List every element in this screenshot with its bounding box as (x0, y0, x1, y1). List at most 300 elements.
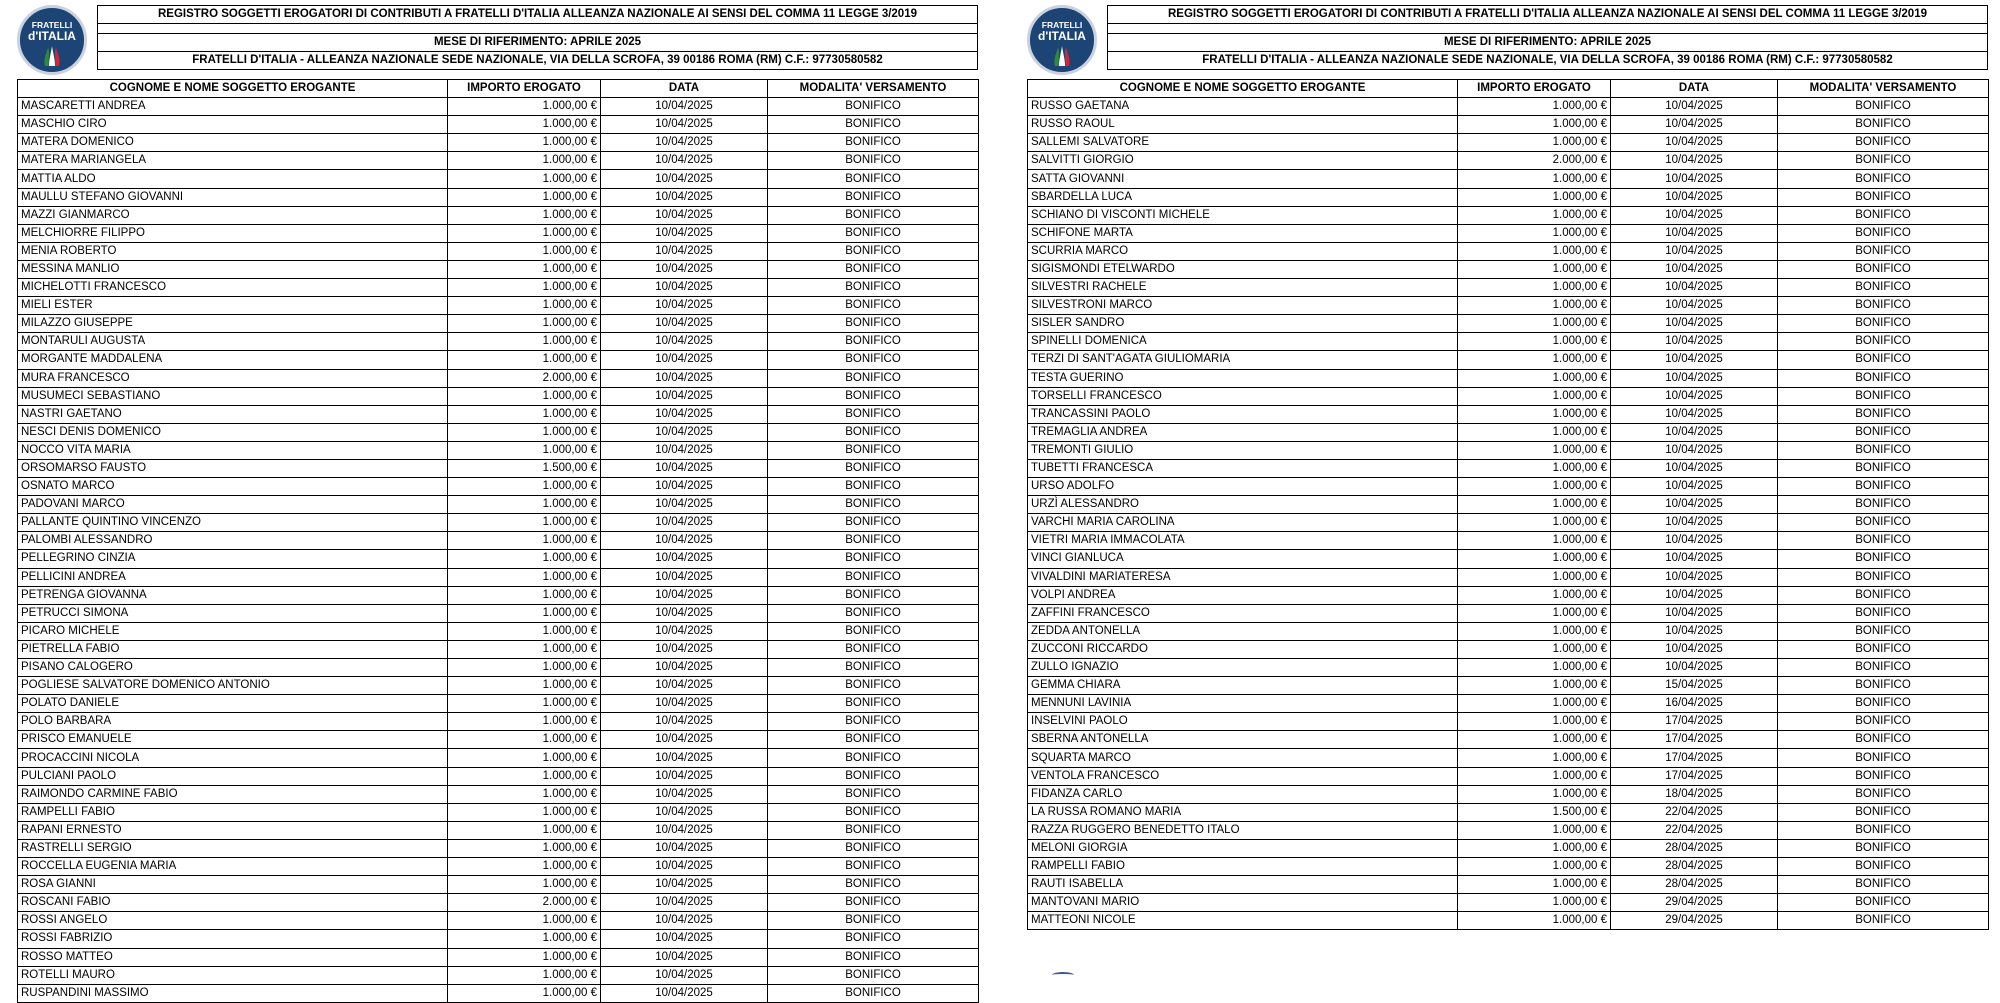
payment-method-cell: BONIFICO (768, 405, 979, 423)
table-row (18, 858, 979, 876)
date-cell: 10/04/2025 (1611, 550, 1778, 568)
donor-name-cell: RAZZA RUGGERO BENEDETTO ITALO (1028, 821, 1458, 839)
table-row (18, 568, 979, 586)
date-cell: 10/04/2025 (601, 116, 768, 134)
table-row (18, 496, 979, 514)
payment-method-cell: BONIFICO (1778, 351, 1989, 369)
donor-name-cell: ROSCANI FABIO (18, 894, 448, 912)
donor-name-cell: VENTOLA FRANCESCO (1028, 767, 1458, 785)
table-row (1028, 242, 1989, 260)
amount-cell: 1.000,00 € (448, 966, 601, 984)
donor-name-cell: SIGISMONDI ETELWARDO (1028, 260, 1458, 278)
donor-name-cell: ROTELLI MAURO (18, 966, 448, 984)
donor-name-cell: VIETRI MARIA IMMACOLATA (1028, 532, 1458, 550)
payment-method-cell: BONIFICO (1778, 405, 1989, 423)
donor-name-cell: SBARDELLA LUCA (1028, 188, 1458, 206)
date-cell: 10/04/2025 (1611, 206, 1778, 224)
payment-method-cell: BONIFICO (1778, 713, 1989, 731)
amount-cell: 1.000,00 € (1458, 640, 1611, 658)
amount-cell: 1.000,00 € (448, 387, 601, 405)
payment-method-cell: BONIFICO (768, 423, 979, 441)
date-cell: 10/04/2025 (601, 242, 768, 260)
payment-method-cell: BONIFICO (1778, 785, 1989, 803)
donor-name-cell: VOLPI ANDREA (1028, 586, 1458, 604)
table-row (1028, 858, 1989, 876)
donors-table-right (1027, 79, 1989, 930)
amount-cell: 1.000,00 € (448, 695, 601, 713)
payment-method-cell: BONIFICO (768, 966, 979, 984)
amount-cell: 1.000,00 € (448, 858, 601, 876)
payment-method-cell: BONIFICO (1778, 423, 1989, 441)
date-cell: 10/04/2025 (601, 351, 768, 369)
donor-name-cell: URZÌ ALESSANDRO (1028, 496, 1458, 514)
donor-name-cell: POGLIESE SALVATORE DOMENICO ANTONIO (18, 677, 448, 695)
table-row (1028, 98, 1989, 116)
amount-cell: 1.000,00 € (448, 713, 601, 731)
header-spacer (1108, 24, 1987, 34)
donor-name-cell: RAUTI ISABELLA (1028, 876, 1458, 894)
date-cell: 10/04/2025 (601, 966, 768, 984)
donor-name-cell: MATTEONI NICOLE (1028, 912, 1458, 930)
payment-method-cell: BONIFICO (768, 894, 979, 912)
flame-icon (40, 44, 64, 66)
amount-cell: 1.000,00 € (448, 677, 601, 695)
table-row (18, 423, 979, 441)
table-row (1028, 695, 1989, 713)
date-cell: 10/04/2025 (1611, 586, 1778, 604)
logo-text-line2: d'ITALIA (1038, 29, 1086, 43)
date-cell: 10/04/2025 (601, 930, 768, 948)
amount-cell: 1.000,00 € (1458, 405, 1611, 423)
table-row (1028, 279, 1989, 297)
table-row (1028, 333, 1989, 351)
donor-name-cell: RAIMONDO CARMINE FABIO (18, 785, 448, 803)
payment-method-cell: BONIFICO (1778, 224, 1989, 242)
payment-method-cell: BONIFICO (768, 224, 979, 242)
donor-name-cell: SILVESTRONI MARCO (1028, 297, 1458, 315)
payment-method-cell: BONIFICO (768, 387, 979, 405)
payment-method-cell: BONIFICO (768, 677, 979, 695)
donor-name-cell: TREMAGLIA ANDREA (1028, 423, 1458, 441)
amount-cell: 1.000,00 € (1458, 98, 1611, 116)
amount-cell: 1.000,00 € (448, 622, 601, 640)
date-cell: 10/04/2025 (1611, 496, 1778, 514)
donor-name-cell: MILAZZO GIUSEPPE (18, 315, 448, 333)
donor-name-cell: MATTIA ALDO (18, 170, 448, 188)
date-cell: 17/04/2025 (1611, 749, 1778, 767)
date-cell: 10/04/2025 (601, 423, 768, 441)
table-row (1028, 478, 1989, 496)
donor-name-cell: NASTRI GAETANO (18, 405, 448, 423)
table-row (1028, 260, 1989, 278)
date-cell: 28/04/2025 (1611, 839, 1778, 857)
date-cell: 10/04/2025 (1611, 333, 1778, 351)
date-cell: 10/04/2025 (601, 152, 768, 170)
date-cell: 10/04/2025 (601, 170, 768, 188)
donor-name-cell: ROSSO MATTEO (18, 948, 448, 966)
table-row (18, 260, 979, 278)
payment-method-cell: BONIFICO (1778, 550, 1989, 568)
amount-cell: 1.000,00 € (448, 785, 601, 803)
date-cell: 10/04/2025 (1611, 242, 1778, 260)
date-cell: 10/04/2025 (1611, 152, 1778, 170)
date-cell: 10/04/2025 (601, 459, 768, 477)
amount-cell: 1.000,00 € (1458, 116, 1611, 134)
donor-name-cell: TESTA GUERINO (1028, 369, 1458, 387)
date-cell: 10/04/2025 (1611, 604, 1778, 622)
table-row (18, 459, 979, 477)
donor-name-cell: RASTRELLI SERGIO (18, 839, 448, 857)
party-logo (1027, 5, 1097, 75)
payment-method-cell: BONIFICO (1778, 532, 1989, 550)
date-cell: 10/04/2025 (1611, 116, 1778, 134)
date-cell: 10/04/2025 (1611, 441, 1778, 459)
donor-name-cell: PICARO MICHELE (18, 622, 448, 640)
donor-name-cell: RUSPANDINI MASSIMO (18, 984, 448, 1002)
donor-name-cell: MAULLU STEFANO GIOVANNI (18, 188, 448, 206)
logo-text-line2: d'ITALIA (28, 29, 76, 43)
payment-method-cell: BONIFICO (768, 713, 979, 731)
date-cell: 10/04/2025 (601, 894, 768, 912)
date-cell: 10/04/2025 (601, 912, 768, 930)
table-row (18, 387, 979, 405)
table-row (1028, 659, 1989, 677)
donor-name-cell: POLATO DANIELE (18, 695, 448, 713)
date-cell: 22/04/2025 (1611, 821, 1778, 839)
donor-name-cell: ZUCCONI RICCARDO (1028, 640, 1458, 658)
payment-method-cell: BONIFICO (1778, 134, 1989, 152)
table-row (18, 767, 979, 785)
payment-method-cell: BONIFICO (768, 496, 979, 514)
date-cell: 10/04/2025 (601, 731, 768, 749)
date-cell: 10/04/2025 (1611, 459, 1778, 477)
amount-cell: 1.000,00 € (448, 912, 601, 930)
date-cell: 22/04/2025 (1611, 803, 1778, 821)
payment-method-cell: BONIFICO (768, 604, 979, 622)
payment-method-cell: BONIFICO (1778, 478, 1989, 496)
column-header-name: COGNOME E NOME SOGGETTO EROGANTE (1028, 80, 1458, 98)
payment-method-cell: BONIFICO (1778, 695, 1989, 713)
table-row (18, 224, 979, 242)
amount-cell: 1.000,00 € (448, 659, 601, 677)
flame-icon (1050, 44, 1074, 66)
amount-cell: 1.000,00 € (1458, 912, 1611, 930)
payment-method-cell: BONIFICO (1778, 496, 1989, 514)
amount-cell: 1.000,00 € (1458, 188, 1611, 206)
amount-cell: 1.000,00 € (1458, 532, 1611, 550)
payment-method-cell: BONIFICO (1778, 242, 1989, 260)
date-cell: 10/04/2025 (601, 785, 768, 803)
date-cell: 10/04/2025 (1611, 514, 1778, 532)
amount-cell: 1.000,00 € (1458, 369, 1611, 387)
table-row (18, 749, 979, 767)
payment-method-cell: BONIFICO (1778, 677, 1989, 695)
payment-method-cell: BONIFICO (1778, 260, 1989, 278)
amount-cell: 1.000,00 € (448, 496, 601, 514)
table-row (1028, 550, 1989, 568)
table-row (18, 803, 979, 821)
table-row (1028, 224, 1989, 242)
table-row (18, 478, 979, 496)
donor-name-cell: MATERA DOMENICO (18, 134, 448, 152)
payment-method-cell: BONIFICO (1778, 441, 1989, 459)
payment-method-cell: BONIFICO (768, 984, 979, 1002)
table-row (18, 604, 979, 622)
date-cell: 10/04/2025 (601, 387, 768, 405)
payment-method-cell: BONIFICO (768, 315, 979, 333)
payment-method-cell: BONIFICO (768, 839, 979, 857)
payment-method-cell: BONIFICO (1778, 98, 1989, 116)
payment-method-cell: BONIFICO (1778, 206, 1989, 224)
payment-method-cell: BONIFICO (1778, 387, 1989, 405)
donor-name-cell: SATTA GIOVANNI (1028, 170, 1458, 188)
table-row (18, 713, 979, 731)
date-cell: 10/04/2025 (601, 803, 768, 821)
donor-name-cell: SALLEMI SALVATORE (1028, 134, 1458, 152)
amount-cell: 1.000,00 € (1458, 459, 1611, 477)
donor-name-cell: GEMMA CHIARA (1028, 677, 1458, 695)
donor-name-cell: PISANO CALOGERO (18, 659, 448, 677)
donor-name-cell: RUSSO RAOUL (1028, 116, 1458, 134)
date-cell: 10/04/2025 (1611, 423, 1778, 441)
donor-name-cell: SISLER SANDRO (1028, 315, 1458, 333)
date-cell: 10/04/2025 (601, 279, 768, 297)
payment-method-cell: BONIFICO (768, 622, 979, 640)
donor-name-cell: PULCIANI PAOLO (18, 767, 448, 785)
donor-name-cell: SILVESTRI RACHELE (1028, 279, 1458, 297)
date-cell: 10/04/2025 (601, 695, 768, 713)
amount-cell: 1.000,00 € (1458, 242, 1611, 260)
amount-cell: 1.000,00 € (448, 640, 601, 658)
amount-cell: 1.000,00 € (1458, 224, 1611, 242)
column-header-method: MODALITA' VERSAMENTO (1778, 80, 1989, 98)
amount-cell: 1.000,00 € (1458, 622, 1611, 640)
table-row (18, 333, 979, 351)
amount-cell: 1.000,00 € (448, 532, 601, 550)
donor-name-cell: PETRENGA GIOVANNA (18, 586, 448, 604)
table-row (18, 206, 979, 224)
date-cell: 18/04/2025 (1611, 785, 1778, 803)
donor-name-cell: TREMONTI GIULIO (1028, 441, 1458, 459)
donor-name-cell: ZEDDA ANTONELLA (1028, 622, 1458, 640)
amount-cell: 1.000,00 € (1458, 767, 1611, 785)
payment-method-cell: BONIFICO (1778, 315, 1989, 333)
table-row (18, 188, 979, 206)
table-row (18, 369, 979, 387)
payment-method-cell: BONIFICO (768, 749, 979, 767)
payment-method-cell: BONIFICO (768, 550, 979, 568)
amount-cell: 1.000,00 € (448, 134, 601, 152)
amount-cell: 1.000,00 € (1458, 731, 1611, 749)
donor-name-cell: MANTOVANI MARIO (1028, 894, 1458, 912)
table-row (18, 405, 979, 423)
payment-method-cell: BONIFICO (768, 297, 979, 315)
donor-name-cell: RUSSO GAETANA (1028, 98, 1458, 116)
donor-name-cell: TUBETTI FRANCESCA (1028, 459, 1458, 477)
payment-method-cell: BONIFICO (768, 441, 979, 459)
payment-method-cell: BONIFICO (768, 333, 979, 351)
date-cell: 10/04/2025 (601, 333, 768, 351)
date-cell: 10/04/2025 (1611, 134, 1778, 152)
amount-cell: 1.000,00 € (1458, 677, 1611, 695)
amount-cell: 1.000,00 € (1458, 441, 1611, 459)
amount-cell: 1.000,00 € (448, 242, 601, 260)
payment-method-cell: BONIFICO (768, 514, 979, 532)
payment-method-cell: BONIFICO (768, 351, 979, 369)
table-row (1028, 496, 1989, 514)
table-row (18, 351, 979, 369)
amount-cell: 1.000,00 € (448, 279, 601, 297)
donor-name-cell: RAPANI ERNESTO (18, 821, 448, 839)
payment-method-cell: BONIFICO (1778, 749, 1989, 767)
payment-method-cell: BONIFICO (768, 242, 979, 260)
date-cell: 10/04/2025 (1611, 405, 1778, 423)
table-row (18, 912, 979, 930)
date-cell: 10/04/2025 (601, 677, 768, 695)
amount-cell: 1.000,00 € (448, 315, 601, 333)
payment-method-cell: BONIFICO (768, 369, 979, 387)
table-row (1028, 423, 1989, 441)
date-cell: 10/04/2025 (601, 550, 768, 568)
table-row (18, 152, 979, 170)
amount-cell: 1.000,00 € (448, 297, 601, 315)
date-cell: 10/04/2025 (601, 441, 768, 459)
reference-month: MESE DI RIFERIMENTO: APRILE 2025 (98, 34, 977, 52)
payment-method-cell: BONIFICO (768, 803, 979, 821)
payment-method-cell: BONIFICO (768, 152, 979, 170)
donor-name-cell: MATERA MARIANGELA (18, 152, 448, 170)
date-cell: 10/04/2025 (601, 948, 768, 966)
date-cell: 10/04/2025 (601, 98, 768, 116)
date-cell: 10/04/2025 (601, 496, 768, 514)
amount-cell: 1.000,00 € (1458, 568, 1611, 586)
table-row (1028, 116, 1989, 134)
payment-method-cell: BONIFICO (1778, 731, 1989, 749)
amount-cell: 1.000,00 € (448, 514, 601, 532)
payment-method-cell: BONIFICO (1778, 858, 1989, 876)
donor-name-cell: PIETRELLA FABIO (18, 640, 448, 658)
table-row (1028, 731, 1989, 749)
amount-cell: 1.000,00 € (1458, 134, 1611, 152)
table-row (18, 279, 979, 297)
date-cell: 10/04/2025 (601, 478, 768, 496)
amount-cell: 2.000,00 € (1458, 152, 1611, 170)
table-row (1028, 459, 1989, 477)
table-row (1028, 387, 1989, 405)
amount-cell: 1.000,00 € (448, 984, 601, 1002)
donor-name-cell: ROCCELLA EUGENIA MARIA (18, 858, 448, 876)
table-row (1028, 152, 1989, 170)
amount-cell: 1.000,00 € (448, 423, 601, 441)
amount-cell: 1.000,00 € (448, 803, 601, 821)
table-row (18, 622, 979, 640)
date-cell: 10/04/2025 (601, 713, 768, 731)
date-cell: 10/04/2025 (1611, 170, 1778, 188)
date-cell: 10/04/2025 (601, 224, 768, 242)
amount-cell: 1.000,00 € (1458, 514, 1611, 532)
donor-name-cell: NESCI DENIS DOMENICO (18, 423, 448, 441)
date-cell: 10/04/2025 (601, 514, 768, 532)
table-row (1028, 622, 1989, 640)
payment-method-cell: BONIFICO (768, 459, 979, 477)
amount-cell: 1.000,00 € (448, 749, 601, 767)
donor-name-cell: SBERNA ANTONELLA (1028, 731, 1458, 749)
date-cell: 10/04/2025 (1611, 369, 1778, 387)
donor-name-cell: RAMPELLI FABIO (18, 803, 448, 821)
table-row (1028, 297, 1989, 315)
amount-cell: 1.000,00 € (448, 405, 601, 423)
column-header-amount: IMPORTO EROGATO (448, 80, 601, 98)
date-cell: 16/04/2025 (1611, 695, 1778, 713)
date-cell: 10/04/2025 (1611, 387, 1778, 405)
party-logo (17, 5, 87, 75)
party-address: FRATELLI D'ITALIA - ALLEANZA NAZIONALE SEDE NAZIONALE, VIA DELLA SCROFA, 39 00186 ROMA (RM) C.F.: 97730580582 (98, 52, 977, 70)
payment-method-cell: BONIFICO (1778, 876, 1989, 894)
donor-name-cell: MELCHIORRE FILIPPO (18, 224, 448, 242)
amount-cell: 1.000,00 € (1458, 315, 1611, 333)
donor-name-cell: TORSELLI FRANCESCO (1028, 387, 1458, 405)
amount-cell: 1.000,00 € (1458, 821, 1611, 839)
amount-cell: 1.000,00 € (1458, 839, 1611, 857)
date-cell: 10/04/2025 (1611, 224, 1778, 242)
payment-method-cell: BONIFICO (768, 858, 979, 876)
payment-method-cell: BONIFICO (1778, 912, 1989, 930)
donor-name-cell: POLO BARBARA (18, 713, 448, 731)
date-cell: 10/04/2025 (1611, 532, 1778, 550)
payment-method-cell: BONIFICO (1778, 116, 1989, 134)
amount-cell: 1.000,00 € (448, 839, 601, 857)
scan-artifact (1052, 972, 1074, 978)
table-row (1028, 912, 1989, 930)
date-cell: 10/04/2025 (1611, 351, 1778, 369)
date-cell: 10/04/2025 (601, 405, 768, 423)
amount-cell: 1.000,00 € (448, 821, 601, 839)
date-cell: 10/04/2025 (1611, 279, 1778, 297)
date-cell: 10/04/2025 (601, 858, 768, 876)
payment-method-cell: BONIFICO (768, 206, 979, 224)
table-header-row (18, 80, 979, 98)
payment-method-cell: BONIFICO (768, 279, 979, 297)
column-header-method: MODALITA' VERSAMENTO (768, 80, 979, 98)
amount-cell: 1.000,00 € (448, 441, 601, 459)
payment-method-cell: BONIFICO (1778, 821, 1989, 839)
amount-cell: 1.000,00 € (448, 224, 601, 242)
amount-cell: 1.000,00 € (448, 116, 601, 134)
amount-cell: 1.000,00 € (1458, 785, 1611, 803)
table-row (18, 695, 979, 713)
table-row (1028, 188, 1989, 206)
payment-method-cell: BONIFICO (768, 188, 979, 206)
payment-method-cell: BONIFICO (1778, 459, 1989, 477)
payment-method-cell: BONIFICO (1778, 659, 1989, 677)
table-row (1028, 568, 1989, 586)
payment-method-cell: BONIFICO (768, 930, 979, 948)
column-header-name: COGNOME E NOME SOGGETTO EROGANTE (18, 80, 448, 98)
date-cell: 28/04/2025 (1611, 876, 1778, 894)
payment-method-cell: BONIFICO (1778, 803, 1989, 821)
payment-method-cell: BONIFICO (1778, 170, 1989, 188)
payment-method-cell: BONIFICO (768, 731, 979, 749)
amount-cell: 1.000,00 € (1458, 387, 1611, 405)
table-row (18, 677, 979, 695)
table-row (18, 170, 979, 188)
amount-cell: 1.000,00 € (1458, 279, 1611, 297)
donor-name-cell: URSO ADOLFO (1028, 478, 1458, 496)
payment-method-cell: BONIFICO (768, 478, 979, 496)
payment-method-cell: BONIFICO (768, 532, 979, 550)
donor-name-cell: PALLANTE QUINTINO VINCENZO (18, 514, 448, 532)
amount-cell: 1.000,00 € (448, 98, 601, 116)
